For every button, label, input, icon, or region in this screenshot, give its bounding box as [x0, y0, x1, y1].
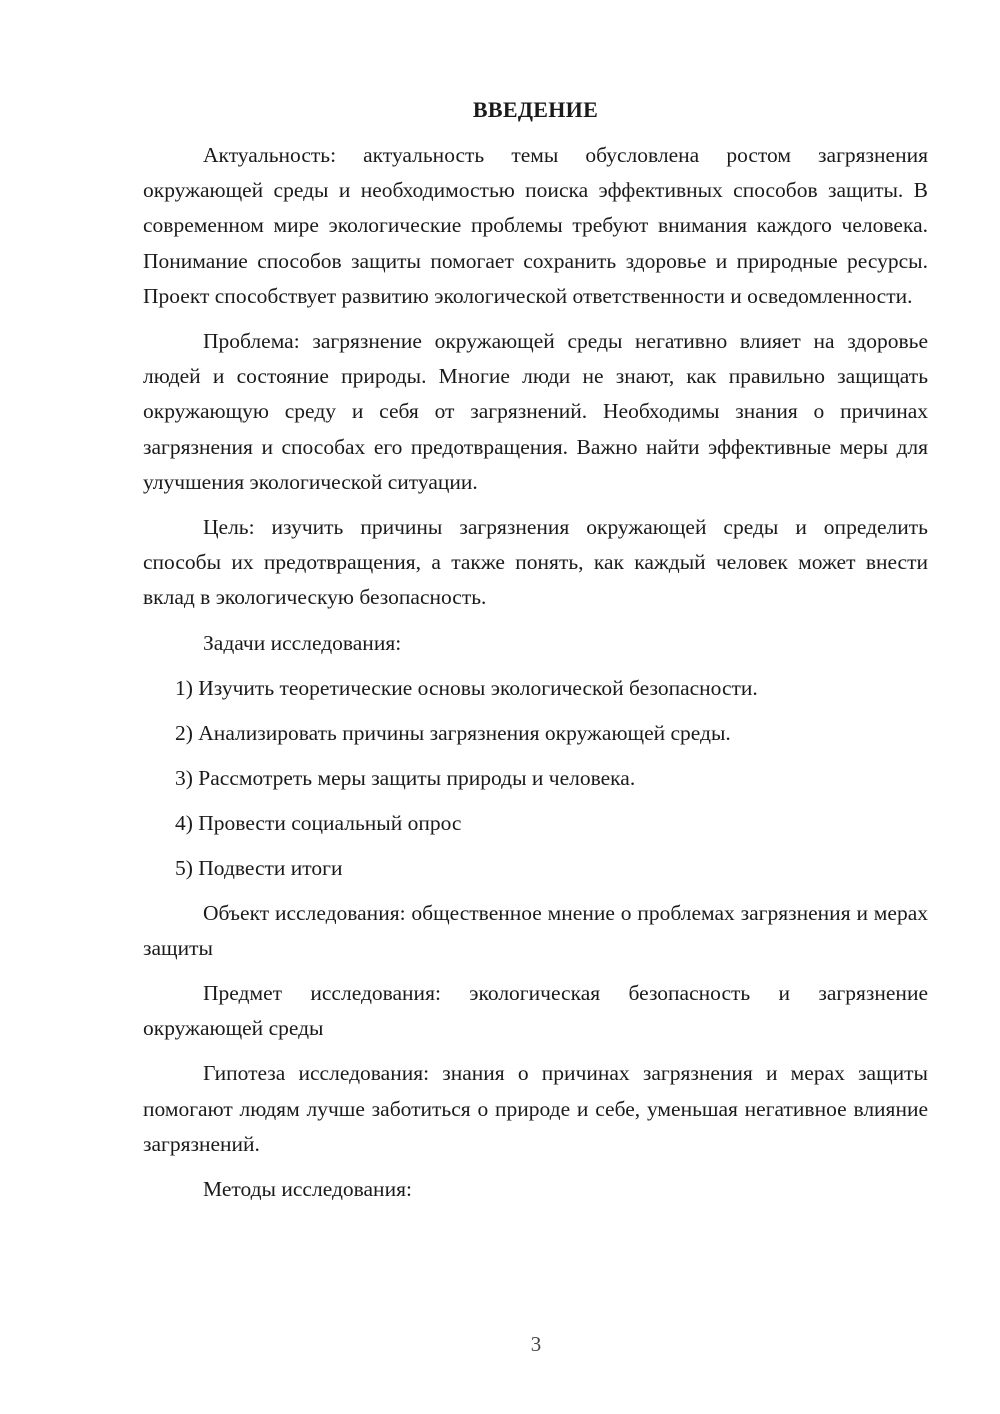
- page-number: 3: [530, 1332, 542, 1356]
- task-item: 3) Рассмотреть меры защиты природы и человека.: [175, 765, 636, 790]
- goal-paragraph: Цель: изучить причины загрязнения окружающей среды и определить способы их предотвращения, а также понять, как каждый человек может внести вклад в экологическую безопасность.: [143, 515, 928, 610]
- relevance-paragraph: Актуальность: актуальность темы обусловлена ростом загрязнения окружающей среды и необходимостью поиска эффективных способов защиты. В современном мире экологические проблемы требуют внимания каждого человека. Понимание способов защиты помогает сохранить здоровье и природные ресурсы. Проект способствует развитию экологической ответственности и осведомленности.: [143, 143, 928, 308]
- task-item: 1) Изучить теоретические основы экологической безопасности.: [175, 675, 758, 700]
- tasks-heading: Задачи исследования:: [203, 630, 402, 655]
- section-title: ВВЕДЕНИЕ: [472, 97, 599, 122]
- document-page: [143, 95, 928, 1207]
- hypothesis-paragraph: Гипотеза исследования: знания о причинах загрязнения и мерах защиты помогают людям лучше заботиться о природе и себе, уменьшая негативное влияние загрязнений.: [143, 1061, 928, 1156]
- object-paragraph: Объект исследования: общественное мнение о проблемах загрязнения и мерах защиты: [143, 900, 928, 960]
- task-item: 4) Провести социальный опрос: [175, 810, 462, 835]
- task-item: 2) Анализировать причины загрязнения окружающей среды.: [175, 720, 731, 745]
- methods-heading: Методы исследования:: [203, 1177, 412, 1202]
- subject-paragraph: Предмет исследования: экологическая безопасность и загрязнение окружающей среды: [143, 981, 928, 1041]
- problem-paragraph: Проблема: загрязнение окружающей среды негативно влияет на здоровье людей и состояние природы. Многие люди не знают, как правильно защищать окружающую среду и себя от загрязнений. Необходимы знания о причинах загрязнения и способах его предотвращения. Важно найти эффективные меры для улучшения экологической ситуации.: [143, 329, 928, 494]
- task-item: 5) Подвести итоги: [175, 855, 343, 880]
